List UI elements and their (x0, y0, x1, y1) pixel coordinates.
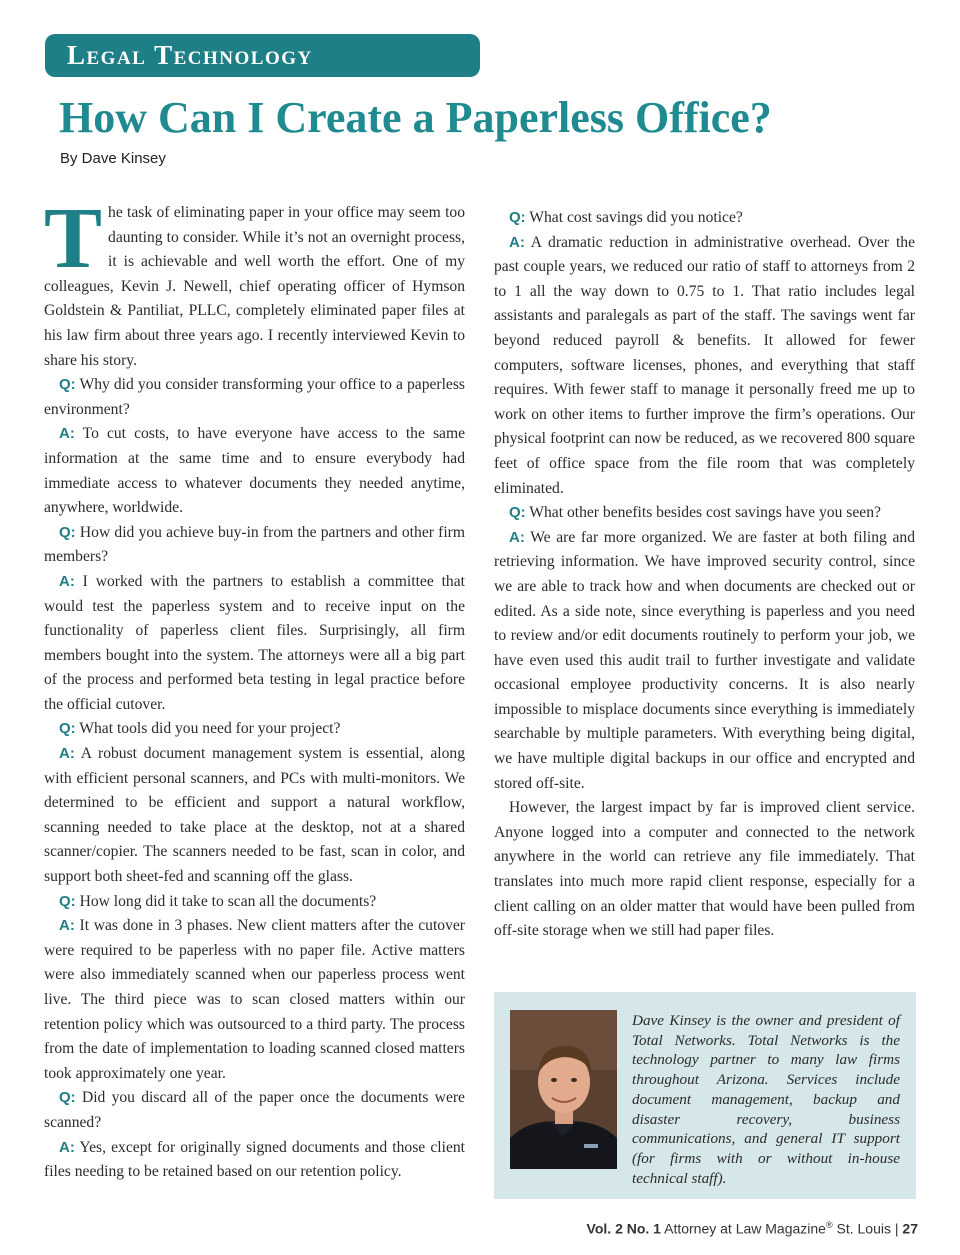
answer-text: A dramatic reduction in administrative overhead. Over the past couple years, we reduced our ratio of staff to attorneys from 2 to 1 all the way down to 0.75 to 1. That ratio includes legal assistants and paralegals as part of the staff. The savings went far beyond reduced payroll & benefits. It allowed for fewer computers, software licenses, phones, and everything that staff requires. With fewer staff to manage it personally freed me up to work on other items to further improve the firm’s operations. Our physical footprint can now be reduced, as we recovered 800 square feet of office space from the file room that was completely eliminated. (494, 233, 915, 497)
question-text: What other benefits besides cost savings have you seen? (529, 504, 881, 522)
question-paragraph (494, 501, 915, 526)
answer-paragraph (44, 914, 465, 1086)
question-text: What cost savings did you notice? (529, 209, 743, 226)
left-column (44, 189, 466, 1185)
answer-paragraph (44, 1136, 465, 1185)
author-bio: Dave Kinsey is the owner and president of Total Networks. Total Networks is the technology partner to many law firms throughout Arizona. Services include document management, backup and disaster recovery, business communications, and general IT support (for firms with or without in-house technical staff). (632, 1012, 900, 1187)
section-banner (45, 34, 480, 77)
question-text: Why did you consider transforming your office to a paperless environment? (44, 376, 465, 418)
question-text: How did you achieve buy-in from the partners and other firm members? (44, 523, 465, 566)
intro-text: he task of eliminating paper in your office may seem too daunting to consider. While it’s not an overnight process, it is achievable and well worth the effort. One of my colleagues, Kevin J. Newell, chief operating officer of Hymson Goldstein & Pantiliat, PLLC, completely eliminated paper files at his law firm about three years ago. I recently interviewed Kevin to share his story. (44, 204, 465, 369)
answer-marker: A: (59, 917, 75, 935)
answer-text: It was done in 3 phases. New client matters after the cutover were required to be paperless with no paper file. Active matters were also immediately scanned when our paperless process went live. The third piece was to scan closed matters within our retention policy which was outsourced to a third party. The process from the date of implementation to loading scanned closed matters took approximately one year. (44, 917, 465, 1082)
article-title: How Can I Create a Paperless Office? (59, 93, 772, 142)
answer-marker: A: (59, 745, 75, 763)
author-bio-box (494, 992, 916, 1199)
page-number: 27 (902, 1220, 918, 1237)
right-qa-list (494, 206, 915, 796)
question-marker: Q: (59, 523, 76, 541)
page-footer (587, 1220, 918, 1237)
question-marker: Q: (509, 209, 526, 226)
author-portrait-illustration (510, 1010, 617, 1169)
answer-marker: A: (59, 425, 75, 443)
question-paragraph (44, 521, 465, 570)
question-paragraph (44, 890, 465, 915)
answer-text: To cut costs, to have everyone have access to the same information at the same time and to ensure everybody had immediate access to whatever documents they needed anytime, anywhere, worldwide. (44, 425, 466, 517)
question-marker: Q: (59, 376, 76, 394)
answer-paragraph (44, 422, 465, 520)
intro-paragraph (44, 189, 465, 373)
question-paragraph (44, 1086, 465, 1135)
left-qa-list (44, 373, 465, 1185)
answer-paragraph (494, 526, 915, 797)
question-text: Did you discard all of the paper once the documents were scanned? (44, 1089, 465, 1131)
byline: By Dave Kinsey (60, 150, 166, 167)
question-paragraph (44, 717, 465, 742)
footer-volume: Vol. 2 No. 1 (586, 1220, 661, 1237)
answer-text: We are far more organized. We are faster at both filing and retrieving information. We have improved security control, since we are able to track how and when documents are checked out or edited. As a side note, since everything is paperless and you need to review and/or edit documents routinely to perform your job, we have even used this audit trail to further investigate and validate occasional employee productivity concerns. It is also nearly impossible to misplace documents since everything is immediately searchable by multiple parameters. With everything being digital, we have multiple digital backups in our office and encrypted and stored off-site. (494, 528, 915, 792)
question-text: How long did it take to scan all the documents? (79, 892, 377, 910)
answer-text: Yes, except for originally signed documents and those client files needing to be retained based on our retention policy. (44, 1138, 465, 1181)
answer-marker: A: (509, 528, 525, 546)
answer-text: I worked with the partners to establish a committee that would test the paperless system and to receive input on the functionality of paperless client files. Surprisingly, all firm members bought into the system. The attorneys were all a big part of the process and performed beta testing in legal practice before the official cutover. (44, 572, 465, 713)
footer-registered-mark: ® (825, 1220, 833, 1230)
question-text: What tools did you need for your project? (79, 720, 341, 738)
question-marker: Q: (59, 720, 76, 738)
answer-marker: A: (59, 572, 75, 590)
section-label: Legal Technology (67, 40, 313, 70)
footer-city: St. Louis (832, 1220, 891, 1237)
answer-text: A robust document management system is essential, along with efficient personal scanners, and PCs with multi-monitors. We determined to be efficient and support a natural workflow, scanning needed to take place at the desktop, not at a shared scanner/copier. The scanners needed to be fast, scan in color, and support both sheet-fed and scanning off the glass. (44, 745, 465, 886)
question-marker: Q: (59, 1089, 76, 1107)
question-marker: Q: (59, 892, 76, 910)
author-photo (510, 1010, 617, 1169)
answer-paragraph (44, 742, 465, 890)
drop-cap: T (44, 189, 103, 286)
question-paragraph (494, 206, 915, 231)
question-paragraph (44, 373, 465, 422)
answer-paragraph (44, 570, 465, 718)
right-column (494, 206, 915, 944)
closing-paragraph: However, the largest impact by far is improved client service. Anyone logged into a computer and connected to the network anywhere in the world can retrieve any file immediately. That translates into much more rapid client response, especially for a client calling on an older matter that would have been pulled from off-site storage when we still had paper files. (494, 799, 915, 940)
answer-paragraph (494, 231, 915, 502)
footer-separator: | (891, 1220, 903, 1237)
footer-magazine: Attorney at Law Magazine (660, 1220, 826, 1237)
answer-marker: A: (59, 1138, 75, 1156)
answer-marker: A: (509, 233, 525, 251)
question-marker: Q: (509, 504, 526, 522)
